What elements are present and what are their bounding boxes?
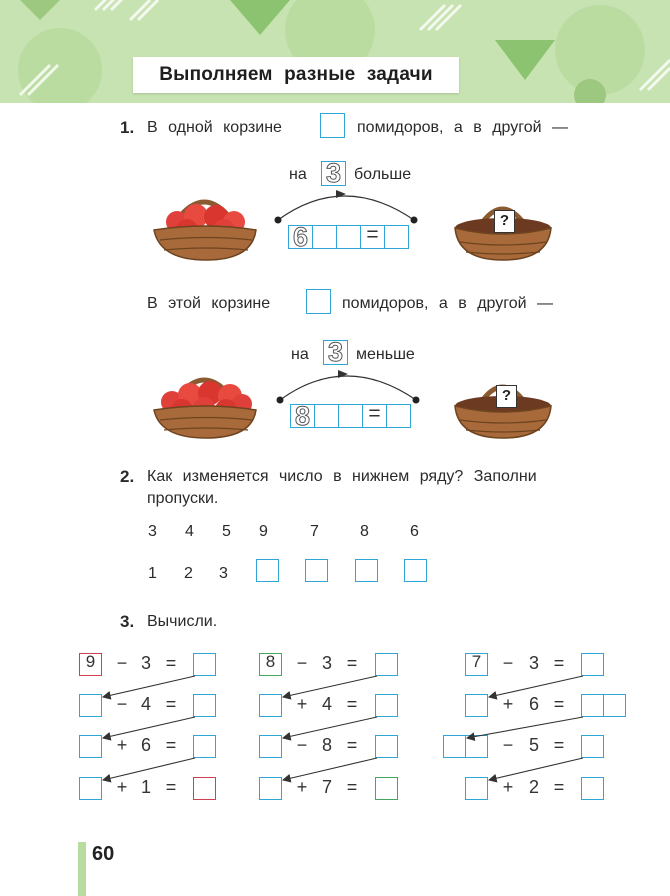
top-row-value: 8 [360, 523, 369, 540]
equals: = [165, 777, 177, 797]
task1-number: 1. [120, 118, 135, 137]
fill-box[interactable] [355, 559, 378, 582]
top-row-value: 4 [185, 523, 194, 540]
operator: − [296, 735, 308, 755]
result-box[interactable] [193, 694, 216, 717]
result-tens-box[interactable] [581, 694, 604, 717]
task1-line2-b: помидоров, а в другой — [342, 295, 554, 312]
bottom-row-value: 1 [148, 565, 157, 582]
eq2-box-3[interactable] [338, 404, 363, 428]
top-row-value: 5 [222, 523, 231, 540]
operator: + [116, 735, 128, 755]
operator: − [296, 653, 308, 673]
hint1-na: на [289, 166, 307, 183]
result-box[interactable] [581, 653, 604, 676]
task1-line1-a: В одной корзине [147, 119, 282, 136]
carry-tens-box[interactable] [443, 735, 466, 758]
title-box [133, 57, 459, 93]
result-ones-box[interactable] [603, 694, 626, 717]
operand: 3 [528, 653, 539, 673]
eq1-box-5[interactable] [384, 225, 409, 249]
hint1-word: больше [354, 166, 412, 183]
operator: − [116, 694, 128, 714]
carry-box[interactable] [79, 735, 102, 758]
equals: = [553, 653, 565, 673]
final-result-box[interactable] [375, 777, 398, 800]
task1-line2-a: В этой корзине [147, 295, 271, 312]
carry-box[interactable] [259, 777, 282, 800]
top-row-value: 7 [310, 523, 319, 540]
operator: + [296, 694, 308, 714]
eq2-digit: 8 [294, 401, 311, 431]
hint2-word: меньше [356, 346, 415, 363]
operand: 3 [140, 653, 151, 673]
page-number: 60 [92, 843, 115, 865]
operand: 2 [528, 777, 539, 797]
operand: 1 [140, 777, 151, 797]
equals: = [165, 694, 177, 714]
arc-arrow-icon [272, 186, 422, 226]
top-row-value: 3 [148, 523, 157, 540]
final-result-box[interactable] [581, 777, 604, 800]
result-box[interactable] [193, 653, 216, 676]
operand: 6 [140, 735, 151, 755]
arc-arrow-icon [274, 366, 424, 406]
chain2-start: 8 [265, 652, 276, 671]
result-box[interactable] [581, 735, 604, 758]
carry-box[interactable] [79, 777, 102, 800]
eq2-box-2[interactable] [314, 404, 339, 428]
result-box[interactable] [193, 735, 216, 758]
carry-box[interactable] [465, 694, 488, 717]
result-box[interactable] [375, 694, 398, 717]
operator: − [502, 735, 514, 755]
operand: 5 [528, 735, 539, 755]
answer-box-2[interactable] [306, 289, 331, 314]
bottom-row-value: 3 [219, 565, 228, 582]
result-box[interactable] [375, 735, 398, 758]
operand: 3 [321, 653, 332, 673]
chain3-start: 7 [471, 652, 482, 671]
basket-tomatoes-icon [152, 190, 260, 262]
equals: = [553, 694, 565, 714]
final-result-box[interactable] [193, 777, 216, 800]
page-title: Выполняем разные задачи [159, 64, 433, 85]
top-row-value: 6 [410, 523, 419, 540]
task2-text-2: пропуски. [147, 490, 219, 507]
question-mark: ? [501, 387, 512, 404]
eq1-digit: 6 [292, 222, 309, 252]
eq1-equals: = [366, 223, 379, 246]
hint1-digit: 3 [325, 158, 342, 188]
equals: = [346, 653, 358, 673]
carry-box[interactable] [259, 694, 282, 717]
header-banner [0, 0, 670, 103]
hint2-digit: 3 [327, 337, 344, 367]
carry-box[interactable] [259, 735, 282, 758]
fill-box[interactable] [305, 559, 328, 582]
eq2-box-5[interactable] [386, 404, 411, 428]
eq1-box-3[interactable] [336, 225, 361, 249]
equals: = [553, 735, 565, 755]
operator: − [502, 653, 514, 673]
task1-line1-b: помидоров, а в другой — [357, 119, 569, 136]
basket-tomatoes-icon [152, 368, 260, 440]
hint2-na: на [291, 346, 309, 363]
answer-box[interactable] [320, 113, 345, 138]
operand: 4 [140, 694, 151, 714]
operand: 4 [321, 694, 332, 714]
eq1-box-2[interactable] [312, 225, 337, 249]
top-row-value: 9 [259, 523, 268, 540]
equals: = [165, 653, 177, 673]
page-number-bar [78, 842, 86, 896]
fill-box[interactable] [256, 559, 279, 582]
question-mark: ? [499, 212, 510, 229]
eq2-equals: = [368, 402, 381, 425]
operator: + [502, 777, 514, 797]
operator: + [116, 777, 128, 797]
fill-box[interactable] [404, 559, 427, 582]
operand: 7 [321, 777, 332, 797]
task3-title: Вычисли. [147, 613, 218, 630]
equals: = [346, 777, 358, 797]
operator: + [296, 777, 308, 797]
chain1-start: 9 [85, 652, 96, 671]
equals: = [553, 777, 565, 797]
task3-number: 3. [120, 612, 135, 631]
carry-ones-box[interactable] [465, 735, 488, 758]
equals: = [165, 735, 177, 755]
equals: = [346, 735, 358, 755]
bottom-row-value: 2 [184, 565, 193, 582]
operand: 8 [321, 735, 332, 755]
carry-box[interactable] [79, 694, 102, 717]
task2-text-1: Как изменяется число в нижнем ряду? Заполни [147, 468, 537, 485]
operand: 6 [528, 694, 539, 714]
result-box[interactable] [375, 653, 398, 676]
equals: = [346, 694, 358, 714]
task2-number: 2. [120, 467, 135, 486]
operator: − [116, 653, 128, 673]
operator: + [502, 694, 514, 714]
carry-box[interactable] [465, 777, 488, 800]
